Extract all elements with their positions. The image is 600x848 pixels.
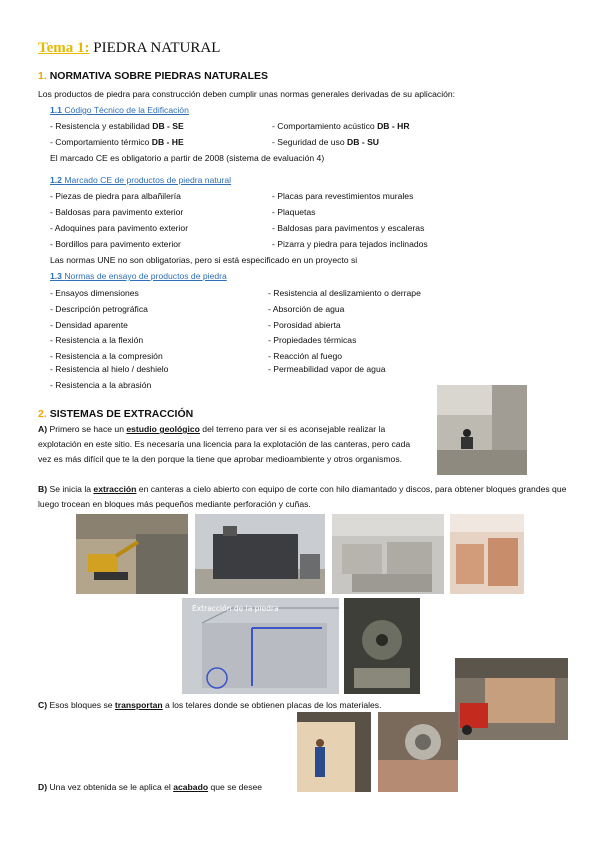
list-item: - Resistencia al hielo / deshielo	[50, 364, 169, 374]
list-item: - Porosidad abierta	[268, 320, 341, 330]
list-item: - Resistencia al deslizamiento o derrape	[268, 288, 421, 298]
subsection-1-2-title: 1.2 Marcado CE de productos de piedra natural	[50, 175, 232, 185]
list-item: - Seguridad de uso DB - SU	[272, 137, 380, 147]
list-item: - Absorción de agua	[268, 304, 345, 314]
forklift-photo	[455, 658, 568, 740]
excavator-photo	[76, 514, 188, 594]
intro-text: Los productos de piedra para construcción deben cumplir unas normas generales derivadas de su aplicación:	[38, 89, 456, 99]
section-2-heading: 2. SISTEMAS DE EXTRACCIÓN	[38, 408, 194, 420]
list-item: - Resistencia a la compresión	[50, 351, 163, 361]
list-item: - Plaquetas	[272, 207, 316, 217]
paragraph-b: B) Se inicia la extracción en canteras a cielo abierto con equipo de corte con hilo diamantado y discos, para obtener bloques grandes que luego trocean en bloques más pequeños mediante perforación y cuñas.	[38, 484, 567, 509]
list-item: - Reacción al fuego	[268, 351, 343, 361]
list-item: - Baldosas para pavimentos y escaleras	[272, 223, 425, 233]
note-text: Las normas UNE no son obligatorias, pero si está especificado en un proyecto si	[50, 255, 358, 265]
list-item: - Placas para revestimientos murales	[272, 191, 414, 201]
list-item: - Adoquines para pavimento exterior	[50, 223, 189, 233]
list-item: - Resistencia y estabilidad DB - SE	[50, 121, 184, 131]
subsection-1-3-title: 1.3 Normas de ensayo de productos de piedra	[50, 271, 227, 281]
note-text: El marcado CE es obligatorio a partir de 2008 (sistema de evaluación 4)	[50, 153, 325, 163]
subsection-number: 1.1	[50, 105, 62, 115]
list-item: - Propiedades térmicas	[268, 335, 357, 345]
stone-blocks-photo	[195, 514, 325, 594]
list-item: - Comportamiento acústico DB - HR	[272, 121, 410, 131]
section-1-heading	[38, 70, 268, 82]
paragraph-c: C) Esos bloques se transportan a los telares donde se obtienen placas de los materiales.	[38, 700, 382, 710]
cutting-machine-photo	[344, 598, 420, 694]
photo-caption: Extracción de la piedra	[192, 604, 279, 613]
list-item: - Descripción petrográfica	[50, 304, 148, 314]
list-item: - Bordillos para pavimento exterior	[50, 239, 181, 249]
list-item: - Resistencia a la abrasión	[50, 380, 152, 390]
list-item: - Piezas de piedra para albañilería	[50, 191, 181, 201]
paragraph-d: D) Una vez obtenida se le aplica el acabado que se desee	[38, 782, 263, 792]
quarry-worker-photo	[437, 385, 527, 475]
title-number: Tema 1:	[38, 40, 90, 56]
subsection-1-1-title	[50, 105, 189, 115]
cut-blocks-photo	[332, 514, 444, 594]
section-heading-text: NORMATIVA SOBRE PIEDRAS NATURALES	[49, 70, 269, 82]
list-item: - Ensayos dimensiones	[50, 288, 139, 298]
list-item: - Resistencia a la flexión	[50, 335, 144, 345]
paragraph-a: A) Primero se hace un estudio geológico del terreno para ver si es aconsejable realizar la explotación en este sitio. Es necesaria una licencia para la explotación de las canteras, pero cada vez es más difícil que te la den porque la tiene que aprobar medioambiente y otros organismos.	[38, 424, 411, 464]
polishing-photo	[378, 712, 458, 792]
worker-slab-photo	[297, 712, 371, 792]
list-item: - Permeabilidad vapor de agua	[268, 364, 386, 374]
section-number: 1.	[38, 70, 47, 82]
page-title	[38, 40, 220, 57]
marble-stacks-photo	[450, 514, 524, 594]
extraction-diagram-photo	[182, 598, 339, 694]
title-text: PIEDRA NATURAL	[93, 40, 221, 56]
list-item: - Pizarra y piedra para tejados inclinados	[272, 239, 428, 249]
list-item: - Densidad aparente	[50, 320, 128, 330]
list-item: - Baldosas para pavimento exterior	[50, 207, 184, 217]
subsection-title-text: Código Técnico de la Edificación	[64, 105, 189, 115]
list-item: - Comportamiento térmico DB - HE	[50, 137, 184, 147]
